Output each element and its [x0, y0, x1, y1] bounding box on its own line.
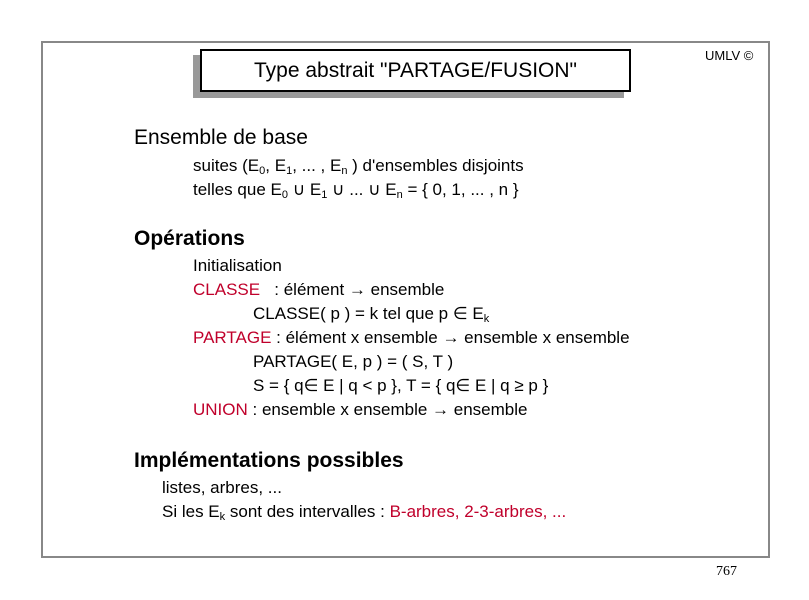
union-keyword: UNION	[193, 400, 248, 419]
text-run: CLASSE( p ) = k tel que p ∈ E	[253, 304, 484, 323]
impl-line-1: listes, arbres, ...	[162, 478, 282, 497]
subscript: k	[483, 313, 490, 325]
subscript: 0	[259, 165, 266, 177]
text-run: ∪ E	[287, 180, 322, 199]
subscript: n	[341, 165, 348, 177]
op-partage-signature	[193, 326, 630, 350]
section-heading-implementations: Implémentations possibles	[134, 449, 404, 472]
op-union-signature	[193, 398, 527, 422]
text-run: : ensemble x ensemble → ensemble	[247, 400, 528, 419]
subscript: k	[219, 511, 226, 523]
text-run: : élément x ensemble → ensemble x ensemble	[271, 328, 630, 347]
text-run: : élément → ensemble	[260, 280, 445, 299]
slide-title-text: Type abstrait "PARTAGE/FUSION"	[254, 58, 577, 82]
subscript: n	[396, 189, 403, 201]
op-partage-definition: PARTAGE( E, p ) = ( S, T )	[253, 352, 454, 371]
text-run: sont des intervalles :	[225, 502, 390, 521]
partage-keyword: PARTAGE	[193, 328, 272, 347]
text-run: Si les E	[162, 502, 220, 521]
op-partage-st: S = { q∈ E | q < p }, T = { q∈ E | q ≥ p }	[253, 376, 549, 395]
slide-title	[200, 49, 631, 92]
text-run: ) d'ensembles disjoints	[347, 156, 524, 175]
text-run: = { 0, 1, ... , n }	[402, 180, 519, 199]
impl-structures: B-arbres, 2-3-arbres, ...	[389, 502, 567, 521]
op-classe-signature	[193, 278, 444, 302]
subscript: 1	[321, 189, 328, 201]
page-number: 767	[716, 564, 737, 579]
text-run: suites (E	[193, 156, 260, 175]
section-heading-ensemble: Ensemble de base	[134, 126, 308, 149]
text-run: , ... , E	[292, 156, 342, 175]
ensemble-line-2	[193, 178, 519, 207]
text-run: telles que E	[193, 180, 282, 199]
subscript: 1	[286, 165, 293, 177]
classe-keyword: CLASSE	[193, 280, 261, 299]
text-run: ∪ ... ∪ E	[327, 180, 397, 199]
section-heading-operations: Opérations	[134, 227, 245, 250]
impl-line-2	[162, 500, 566, 529]
header-tag: UMLV ©	[705, 48, 754, 63]
op-init: Initialisation	[193, 256, 282, 275]
subscript: 0	[281, 189, 288, 201]
text-run: , E	[265, 156, 287, 175]
